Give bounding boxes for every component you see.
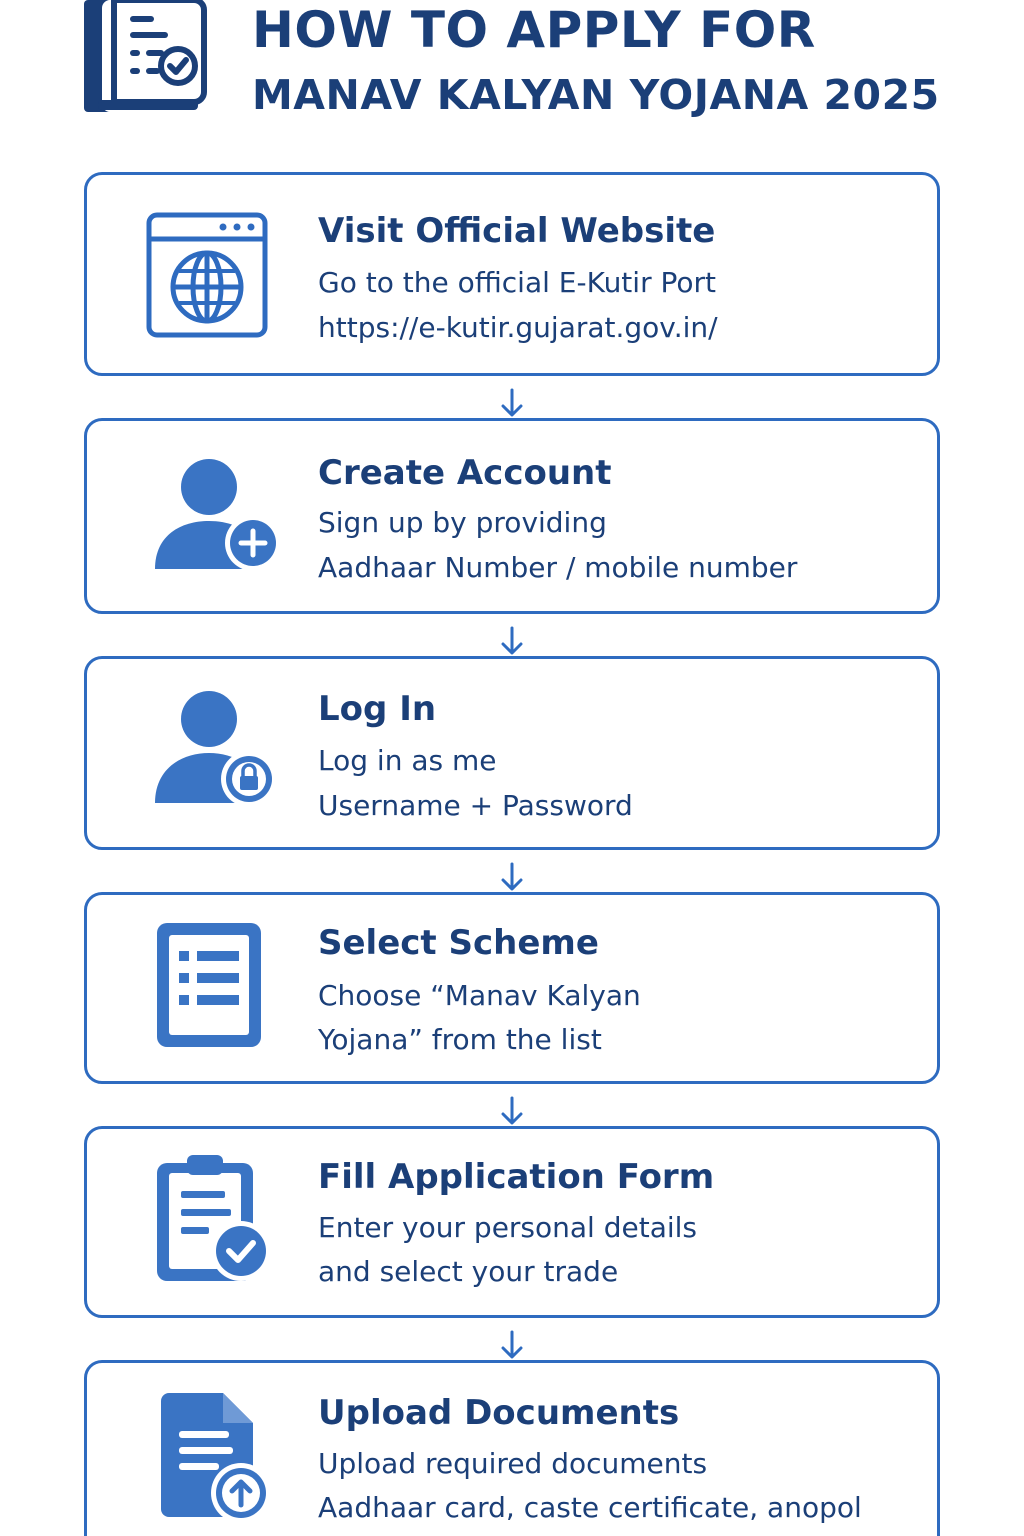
list-icon bbox=[143, 921, 283, 1051]
arrow-down-icon bbox=[498, 1330, 526, 1360]
step-title: Fill Application Form bbox=[318, 1157, 715, 1197]
page-title-line-2: MANAV KALYAN YOJANA 2025 bbox=[252, 71, 940, 119]
step-card-visit-website bbox=[84, 172, 940, 376]
step-description-line-1: Go to the official E-Kutir Port bbox=[318, 266, 716, 299]
document-check-icon bbox=[84, 0, 208, 114]
step-card-fill-application-form bbox=[84, 1126, 940, 1318]
step-description-line-1: Choose “Manav Kalyan bbox=[318, 979, 641, 1012]
step-title: Visit Official Website bbox=[318, 211, 716, 251]
step-card-create-account bbox=[84, 418, 940, 614]
step-description-line-2: Aadhaar card, caste certificate, anopol bbox=[318, 1491, 862, 1524]
step-title: Create Account bbox=[318, 453, 612, 493]
step-card-select-scheme bbox=[84, 892, 940, 1084]
step-title: Select Scheme bbox=[318, 923, 599, 963]
step-card-upload-documents bbox=[84, 1360, 940, 1536]
step-description-line-1: Upload required documents bbox=[318, 1447, 708, 1480]
browser-globe-icon bbox=[143, 211, 283, 341]
document-upload-icon bbox=[143, 1391, 283, 1521]
step-description-line-1: Log in as me bbox=[318, 744, 497, 777]
arrow-down-icon bbox=[498, 388, 526, 418]
arrow-down-icon bbox=[498, 626, 526, 656]
user-add-icon bbox=[143, 451, 283, 581]
arrow-down-icon bbox=[498, 862, 526, 892]
step-description-line-1: Enter your personal details bbox=[318, 1211, 698, 1244]
step-description-line-1: Sign up by providing bbox=[318, 506, 607, 539]
step-description-line-2: https://e-kutir.gujarat.gov.in/ bbox=[318, 311, 718, 344]
step-card-log-in bbox=[84, 656, 940, 850]
step-description-line-2: Yojana” from the list bbox=[318, 1023, 602, 1056]
step-description-line-2: Username + Password bbox=[318, 789, 633, 822]
step-description-line-2: and select your trade bbox=[318, 1255, 619, 1288]
step-description-line-2: Aadhaar Number / mobile number bbox=[318, 551, 798, 584]
arrow-down-icon bbox=[498, 1096, 526, 1126]
step-title: Upload Documents bbox=[318, 1393, 680, 1433]
clipboard-check-icon bbox=[143, 1153, 283, 1283]
page-title-line-1: HOW TO APPLY FOR bbox=[252, 1, 816, 59]
user-lock-icon bbox=[143, 685, 283, 815]
header bbox=[0, 0, 1024, 130]
step-title: Log In bbox=[318, 689, 437, 729]
